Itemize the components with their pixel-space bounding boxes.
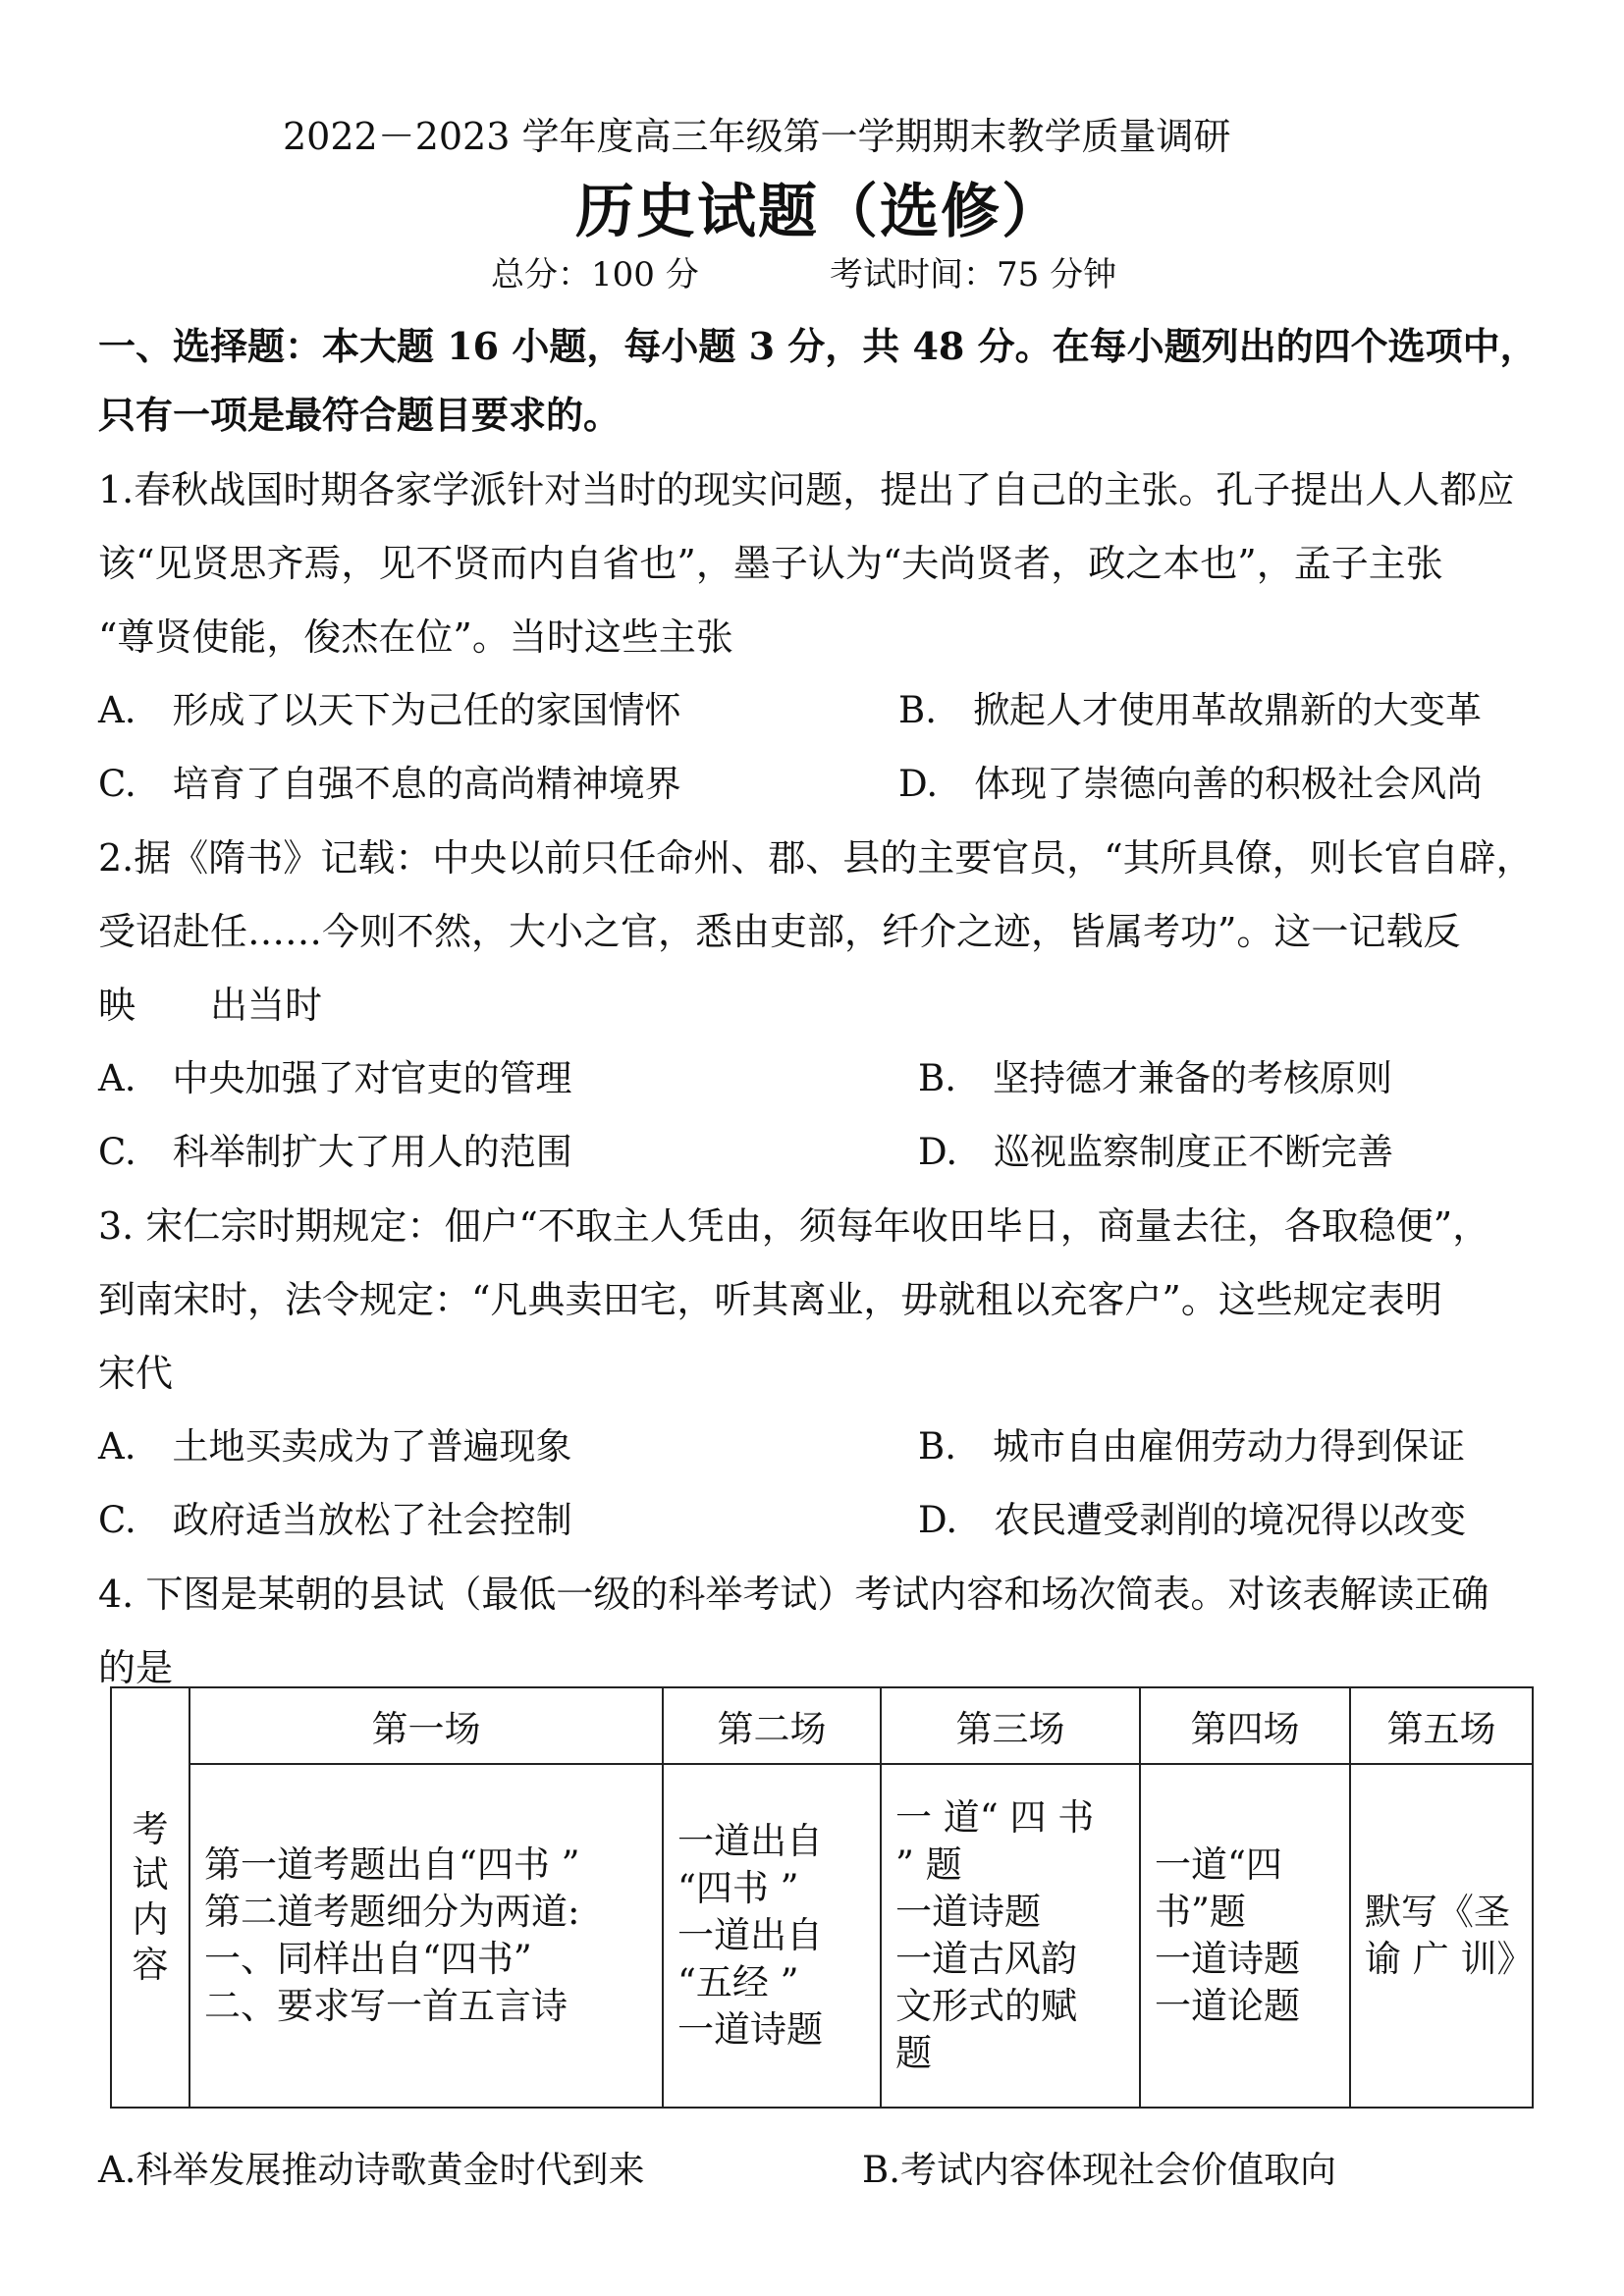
table-row-label-char: 试 bbox=[132, 1853, 169, 1896]
section-instructions-line-2: 只有一项是最符合题目要求的。 bbox=[98, 393, 622, 437]
table-cell-line: ” 题 bbox=[895, 1843, 962, 1886]
question-1-option-a[interactable]: A. 形成了以天下为己任的家国情怀 bbox=[98, 689, 681, 731]
total-score: 总分：100 分 bbox=[491, 255, 699, 294]
question-1-option-c[interactable]: C. 培育了自强不息的高尚精神境界 bbox=[98, 763, 681, 805]
question-2-option-d[interactable]: D. 巡视监察制度正不断完善 bbox=[918, 1131, 1394, 1173]
table-row-label-char: 考 bbox=[132, 1808, 169, 1850]
table-row-label bbox=[111, 1687, 189, 2108]
question-4-line-1: 4. 下图是某朝的县试（最低一级的科举考试）考试内容和场次简表。对该表解读正确 bbox=[98, 1573, 1489, 1616]
table-header-session-4: 第四场 bbox=[1140, 1687, 1350, 1764]
table-cell-line: 一道出自 bbox=[677, 1820, 823, 1862]
question-4-option-b[interactable]: B.考试内容体现社会价值取向 bbox=[862, 2149, 1336, 2191]
question-1-line-2: 该“见贤思齐焉，见不贤而内自省也”，墨子认为“夫尚贤者，政之本也”，孟子主张 bbox=[98, 542, 1443, 585]
question-1-option-b[interactable]: B. 掀起人才使用革故鼎新的大变革 bbox=[898, 689, 1482, 731]
table-cell-line: 文形式的赋 bbox=[895, 1985, 1077, 2027]
exam-content-table bbox=[110, 1686, 1534, 2109]
table-header-session-3: 第三场 bbox=[881, 1687, 1140, 1764]
table-cell-line: 一道古风韵 bbox=[895, 1938, 1077, 1980]
page-title: 历史试题（选修） bbox=[575, 178, 1062, 246]
table-cell-session-5 bbox=[1350, 1764, 1533, 2108]
table-cell-line: 二、要求写一首五言诗 bbox=[204, 1985, 568, 2027]
table-cell-line: 一道诗题 bbox=[895, 1891, 1041, 1933]
table-cell-line: 谕 广 训》 bbox=[1365, 1938, 1534, 1980]
table-cell-line: 一 道“ 四 书 bbox=[895, 1796, 1095, 1839]
question-4-option-a[interactable]: A.科举发展推动诗歌黄金时代到来 bbox=[98, 2149, 645, 2191]
question-2-option-a[interactable]: A. 中央加强了对官吏的管理 bbox=[98, 1057, 572, 1099]
table-cell-line: 第二道考题细分为两道: bbox=[204, 1891, 580, 1933]
question-3-line-2: 到南宋时，法令规定：“凡典卖田宅，听其离业，毋就租以充客户”。这些规定表明 bbox=[98, 1278, 1442, 1321]
question-2-line-3: 映 出当时 bbox=[98, 984, 323, 1027]
table-cell-session-2 bbox=[663, 1764, 881, 2108]
table-cell-line: “四书 ” bbox=[677, 1867, 799, 1909]
table-cell-line: 书”题 bbox=[1155, 1891, 1246, 1933]
table-cell-session-3 bbox=[881, 1764, 1140, 2108]
table-header-session-2: 第二场 bbox=[663, 1687, 881, 1764]
section-instructions-line-1: 一、选择题：本大题 16 小题，每小题 3 分，共 48 分。在每小题列出的四个选项中， bbox=[98, 324, 1538, 368]
question-1-line-1: 1.春秋战国时期各家学派针对当时的现实问题，提出了自己的主张。孔子提出人人都应 bbox=[98, 468, 1515, 511]
question-1-option-d[interactable]: D. 体现了崇德向善的积极社会风尚 bbox=[898, 763, 1484, 805]
table-cell-line: 一道诗题 bbox=[677, 2008, 823, 2051]
exam-time: 考试时间：75 分钟 bbox=[830, 255, 1117, 294]
table-cell-session-4 bbox=[1140, 1764, 1350, 2108]
question-3-option-d[interactable]: D. 农民遭受剥削的境况得以改变 bbox=[918, 1499, 1467, 1541]
question-2-option-b[interactable]: B. 坚持德才兼备的考核原则 bbox=[918, 1057, 1392, 1099]
question-1-line-3: “尊贤使能，俊杰在位”。当时这些主张 bbox=[98, 615, 733, 659]
table-row-label-char: 容 bbox=[132, 1944, 169, 1986]
question-4-line-2: 的是 bbox=[98, 1646, 174, 1689]
question-3-option-b[interactable]: B. 城市自由雇佣劳动力得到保证 bbox=[918, 1425, 1465, 1468]
question-3-line-1: 3. 宋仁宗时期规定：佃户“不取主人凭由，须每年收田毕日，商量去往，各取稳便”， bbox=[98, 1204, 1490, 1248]
table-cell-line: 一道诗题 bbox=[1155, 1938, 1300, 1980]
table-header-session-5: 第五场 bbox=[1350, 1687, 1533, 1764]
table-cell-line: 一道“四 bbox=[1155, 1843, 1282, 1886]
table-cell-session-1 bbox=[189, 1764, 663, 2108]
question-2-option-c[interactable]: C. 科举制扩大了用人的范围 bbox=[98, 1131, 572, 1173]
question-2-line-1: 2.据《隋书》记载：中央以前只任命州、郡、县的主要官员，“其所具僚，则长官自辟， bbox=[98, 836, 1534, 880]
table-cell-line: 默写《圣 bbox=[1365, 1891, 1510, 1933]
table-cell-line: 一、同样出自“四书” bbox=[204, 1938, 532, 1980]
question-2-line-2: 受诏赴任……今则不然，大小之官，悉由吏部，纤介之迹，皆属考功”。这一记载反 bbox=[98, 910, 1461, 953]
question-3-option-c[interactable]: C. 政府适当放松了社会控制 bbox=[98, 1499, 572, 1541]
table-cell-line: 一道论题 bbox=[1155, 1985, 1300, 2027]
table-cell-line: 题 bbox=[895, 2032, 932, 2074]
exam-header-line: 2022－2023 学年度高三年级第一学期期末教学质量调研 bbox=[283, 115, 1231, 158]
table-cell-line: “五经 ” bbox=[677, 1961, 799, 2003]
question-3-line-3: 宋代 bbox=[98, 1352, 174, 1395]
question-3-option-a[interactable]: A. 土地买卖成为了普遍现象 bbox=[98, 1425, 572, 1468]
table-cell-line: 第一道考题出自“四书 ” bbox=[204, 1843, 580, 1886]
table-cell-line: 一道出自 bbox=[677, 1914, 823, 1956]
table-row-label-char: 内 bbox=[132, 1898, 169, 1941]
table-header-session-1: 第一场 bbox=[189, 1687, 663, 1764]
